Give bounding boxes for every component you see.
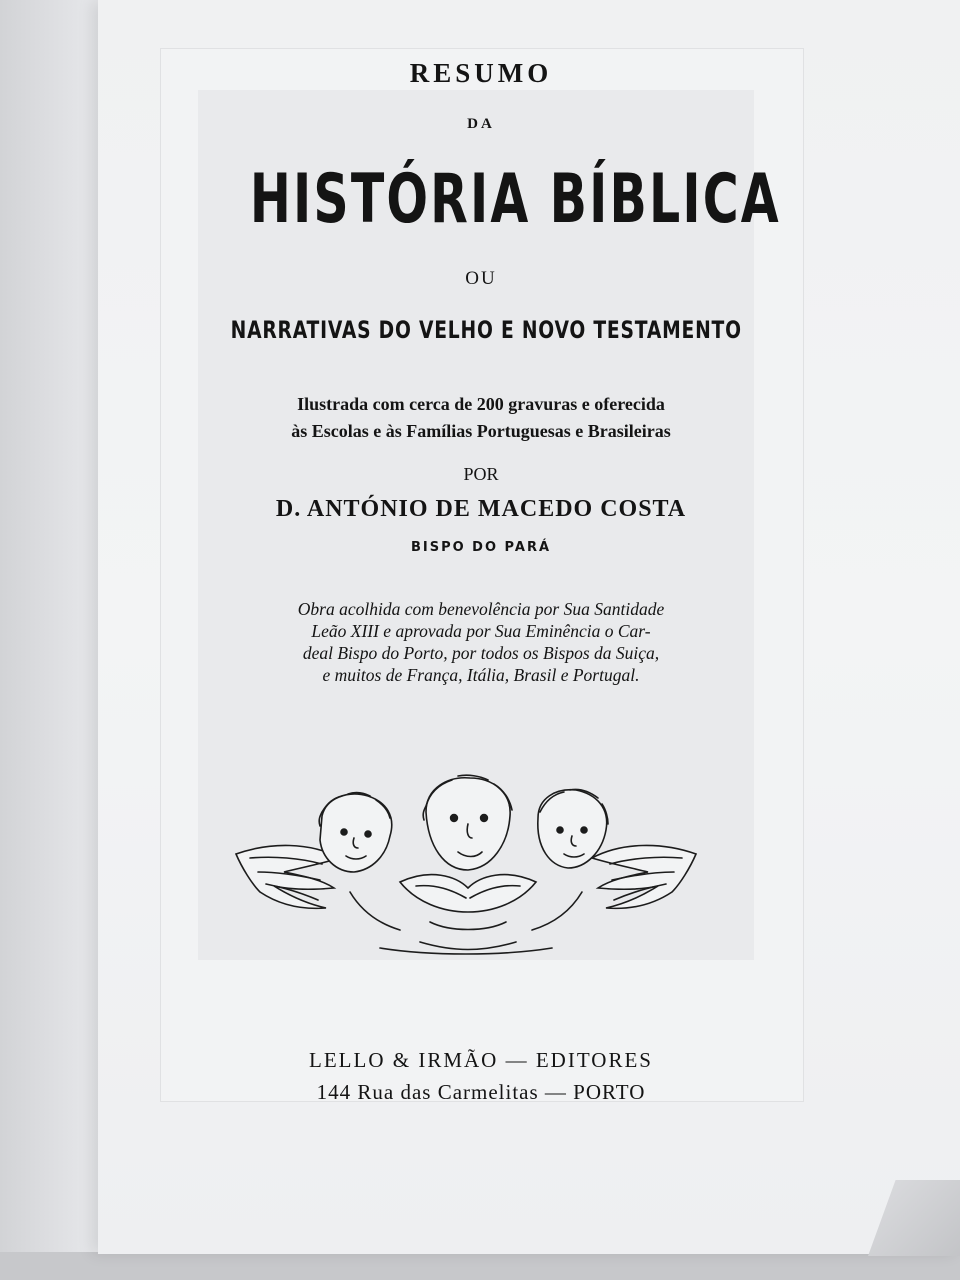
endorsement-line-3: deal Bispo do Porto, por todos os Bispos da Suiça, bbox=[302, 643, 660, 663]
author-name: D. ANTÓNIO DE MACEDO COSTA bbox=[275, 496, 687, 522]
publisher-address: 144 Rua das Carmelitas — PORTO bbox=[316, 1080, 646, 1104]
endorsement-line-1: Obra acolhida com benevolência por Sua Santidade bbox=[297, 599, 665, 619]
endorsement-line-4: e muitos de França, Itália, Brasil e Portugal. bbox=[322, 665, 640, 685]
title-ou: OU bbox=[465, 268, 497, 289]
author-title: BISPO DO PARÁ bbox=[410, 540, 552, 555]
endorsement-line-2: Leão XIII e aprovada por Sua Eminência o Car- bbox=[311, 621, 651, 641]
heading-da: DA bbox=[467, 116, 495, 132]
book-subtitle: NARRATIVAS DO VELHO E NOVO TESTAMENTO bbox=[230, 316, 742, 344]
heading-resumo: RESUMO bbox=[409, 58, 553, 88]
publisher-line: LELLO & IRMÃO — EDITORES bbox=[309, 1048, 653, 1072]
book-title: HISTÓRIA BÍBLICA bbox=[249, 160, 781, 239]
illustration-note-line-2: às Escolas e às Famílias Portuguesas e Brasileiras bbox=[291, 421, 671, 441]
table-surface-bottom bbox=[0, 1252, 960, 1280]
by-label: POR bbox=[463, 464, 499, 484]
cherubs-engraving-icon bbox=[230, 772, 702, 960]
illustration-note-line-1: Ilustrada com cerca de 200 gravuras e oferecida bbox=[297, 394, 665, 414]
